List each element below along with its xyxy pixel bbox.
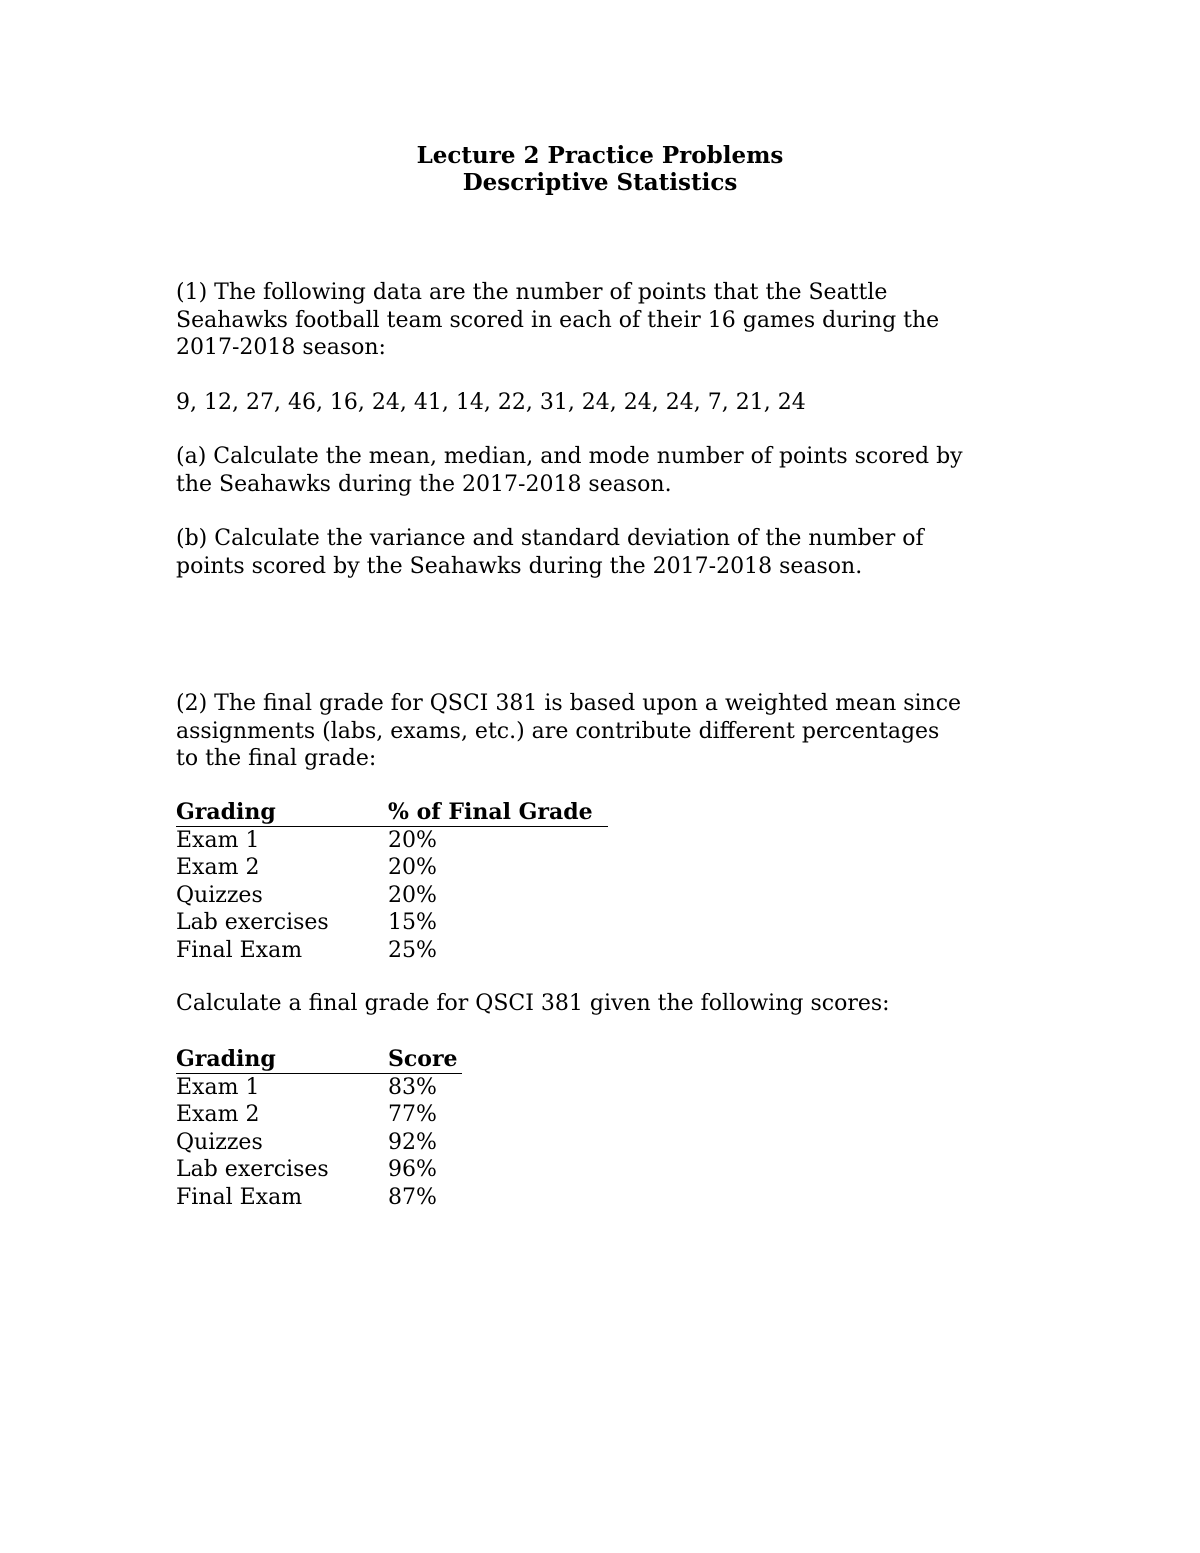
problem-1-data: 9, 12, 27, 46, 16, 24, 41, 14, 22, 31, 24, 24, 24, 7, 21, 24 xyxy=(176,390,806,415)
table-row xyxy=(176,909,608,936)
text-line: points scored by the Seahawks during the 2017-2018 season. xyxy=(176,553,863,579)
table-cell: 83% xyxy=(388,1075,437,1100)
text-line: assignments (labs, exams, etc.) are contribute different percentages xyxy=(176,718,940,744)
table-row xyxy=(176,1156,462,1183)
problem-1-part-a xyxy=(176,443,1036,498)
document-subtitle: Descriptive Statistics xyxy=(462,169,738,196)
text-line: (a) Calculate the mean, median, and mode number of points scored by xyxy=(176,444,963,469)
text-line: (2) The final grade for QSCI 381 is based upon a weighted mean since xyxy=(176,691,962,716)
table-cell: 20% xyxy=(388,828,437,853)
document-title: Lecture 2 Practice Problems xyxy=(416,142,784,169)
scores-table xyxy=(176,1045,462,1211)
weights-table xyxy=(176,798,608,964)
table-cell: 15% xyxy=(388,910,437,936)
table-row xyxy=(176,854,608,881)
text-line: to the final grade: xyxy=(176,746,377,771)
table-cell: Lab exercises xyxy=(176,1157,329,1183)
column-header: Grading xyxy=(176,1046,276,1072)
table-cell: 25% xyxy=(388,937,437,963)
table-row xyxy=(176,1129,462,1156)
table-row xyxy=(176,1184,462,1211)
table-cell: 20% xyxy=(388,882,437,908)
table-row xyxy=(176,1074,462,1101)
table-cell: Final Exam xyxy=(176,1184,303,1210)
table-row xyxy=(176,937,608,964)
problem-2-prompt: Calculate a final grade for QSCI 381 given the following scores: xyxy=(176,991,890,1016)
table-cell: Exam 1 xyxy=(176,828,260,853)
text-line: (1) The following data are the number of points that the Seattle xyxy=(176,280,888,305)
problem-2-intro xyxy=(176,690,1036,773)
table-row xyxy=(176,827,608,854)
table-cell: 20% xyxy=(388,855,437,881)
text-line: 2017-2018 season: xyxy=(176,335,386,360)
table-cell: Exam 2 xyxy=(176,855,260,881)
table-cell: 92% xyxy=(388,1129,437,1155)
text-line: the Seahawks during the 2017-2018 season. xyxy=(176,471,672,497)
column-header: Score xyxy=(388,1046,458,1072)
table-cell: Lab exercises xyxy=(176,910,329,936)
table-cell: Final Exam xyxy=(176,937,303,963)
problem-1-intro xyxy=(176,279,1036,362)
column-header: % of Final Grade xyxy=(388,799,593,825)
table-header-row xyxy=(176,798,608,827)
text-line: (b) Calculate the variance and standard deviation of the number of xyxy=(176,526,924,551)
table-cell: Exam 2 xyxy=(176,1102,260,1128)
table-row xyxy=(176,882,608,909)
column-header: Grading xyxy=(176,799,276,825)
table-header-row xyxy=(176,1045,462,1074)
table-cell: 87% xyxy=(388,1184,437,1210)
table-cell: Quizzes xyxy=(176,882,263,908)
table-cell: Exam 1 xyxy=(176,1075,260,1100)
table-cell: Quizzes xyxy=(176,1129,263,1155)
table-cell: 96% xyxy=(388,1157,437,1183)
text-line: Seahawks football team scored in each of their 16 games during the xyxy=(176,307,940,333)
problem-1-part-b xyxy=(176,525,1036,580)
table-cell: 77% xyxy=(388,1102,437,1128)
table-row xyxy=(176,1101,462,1128)
